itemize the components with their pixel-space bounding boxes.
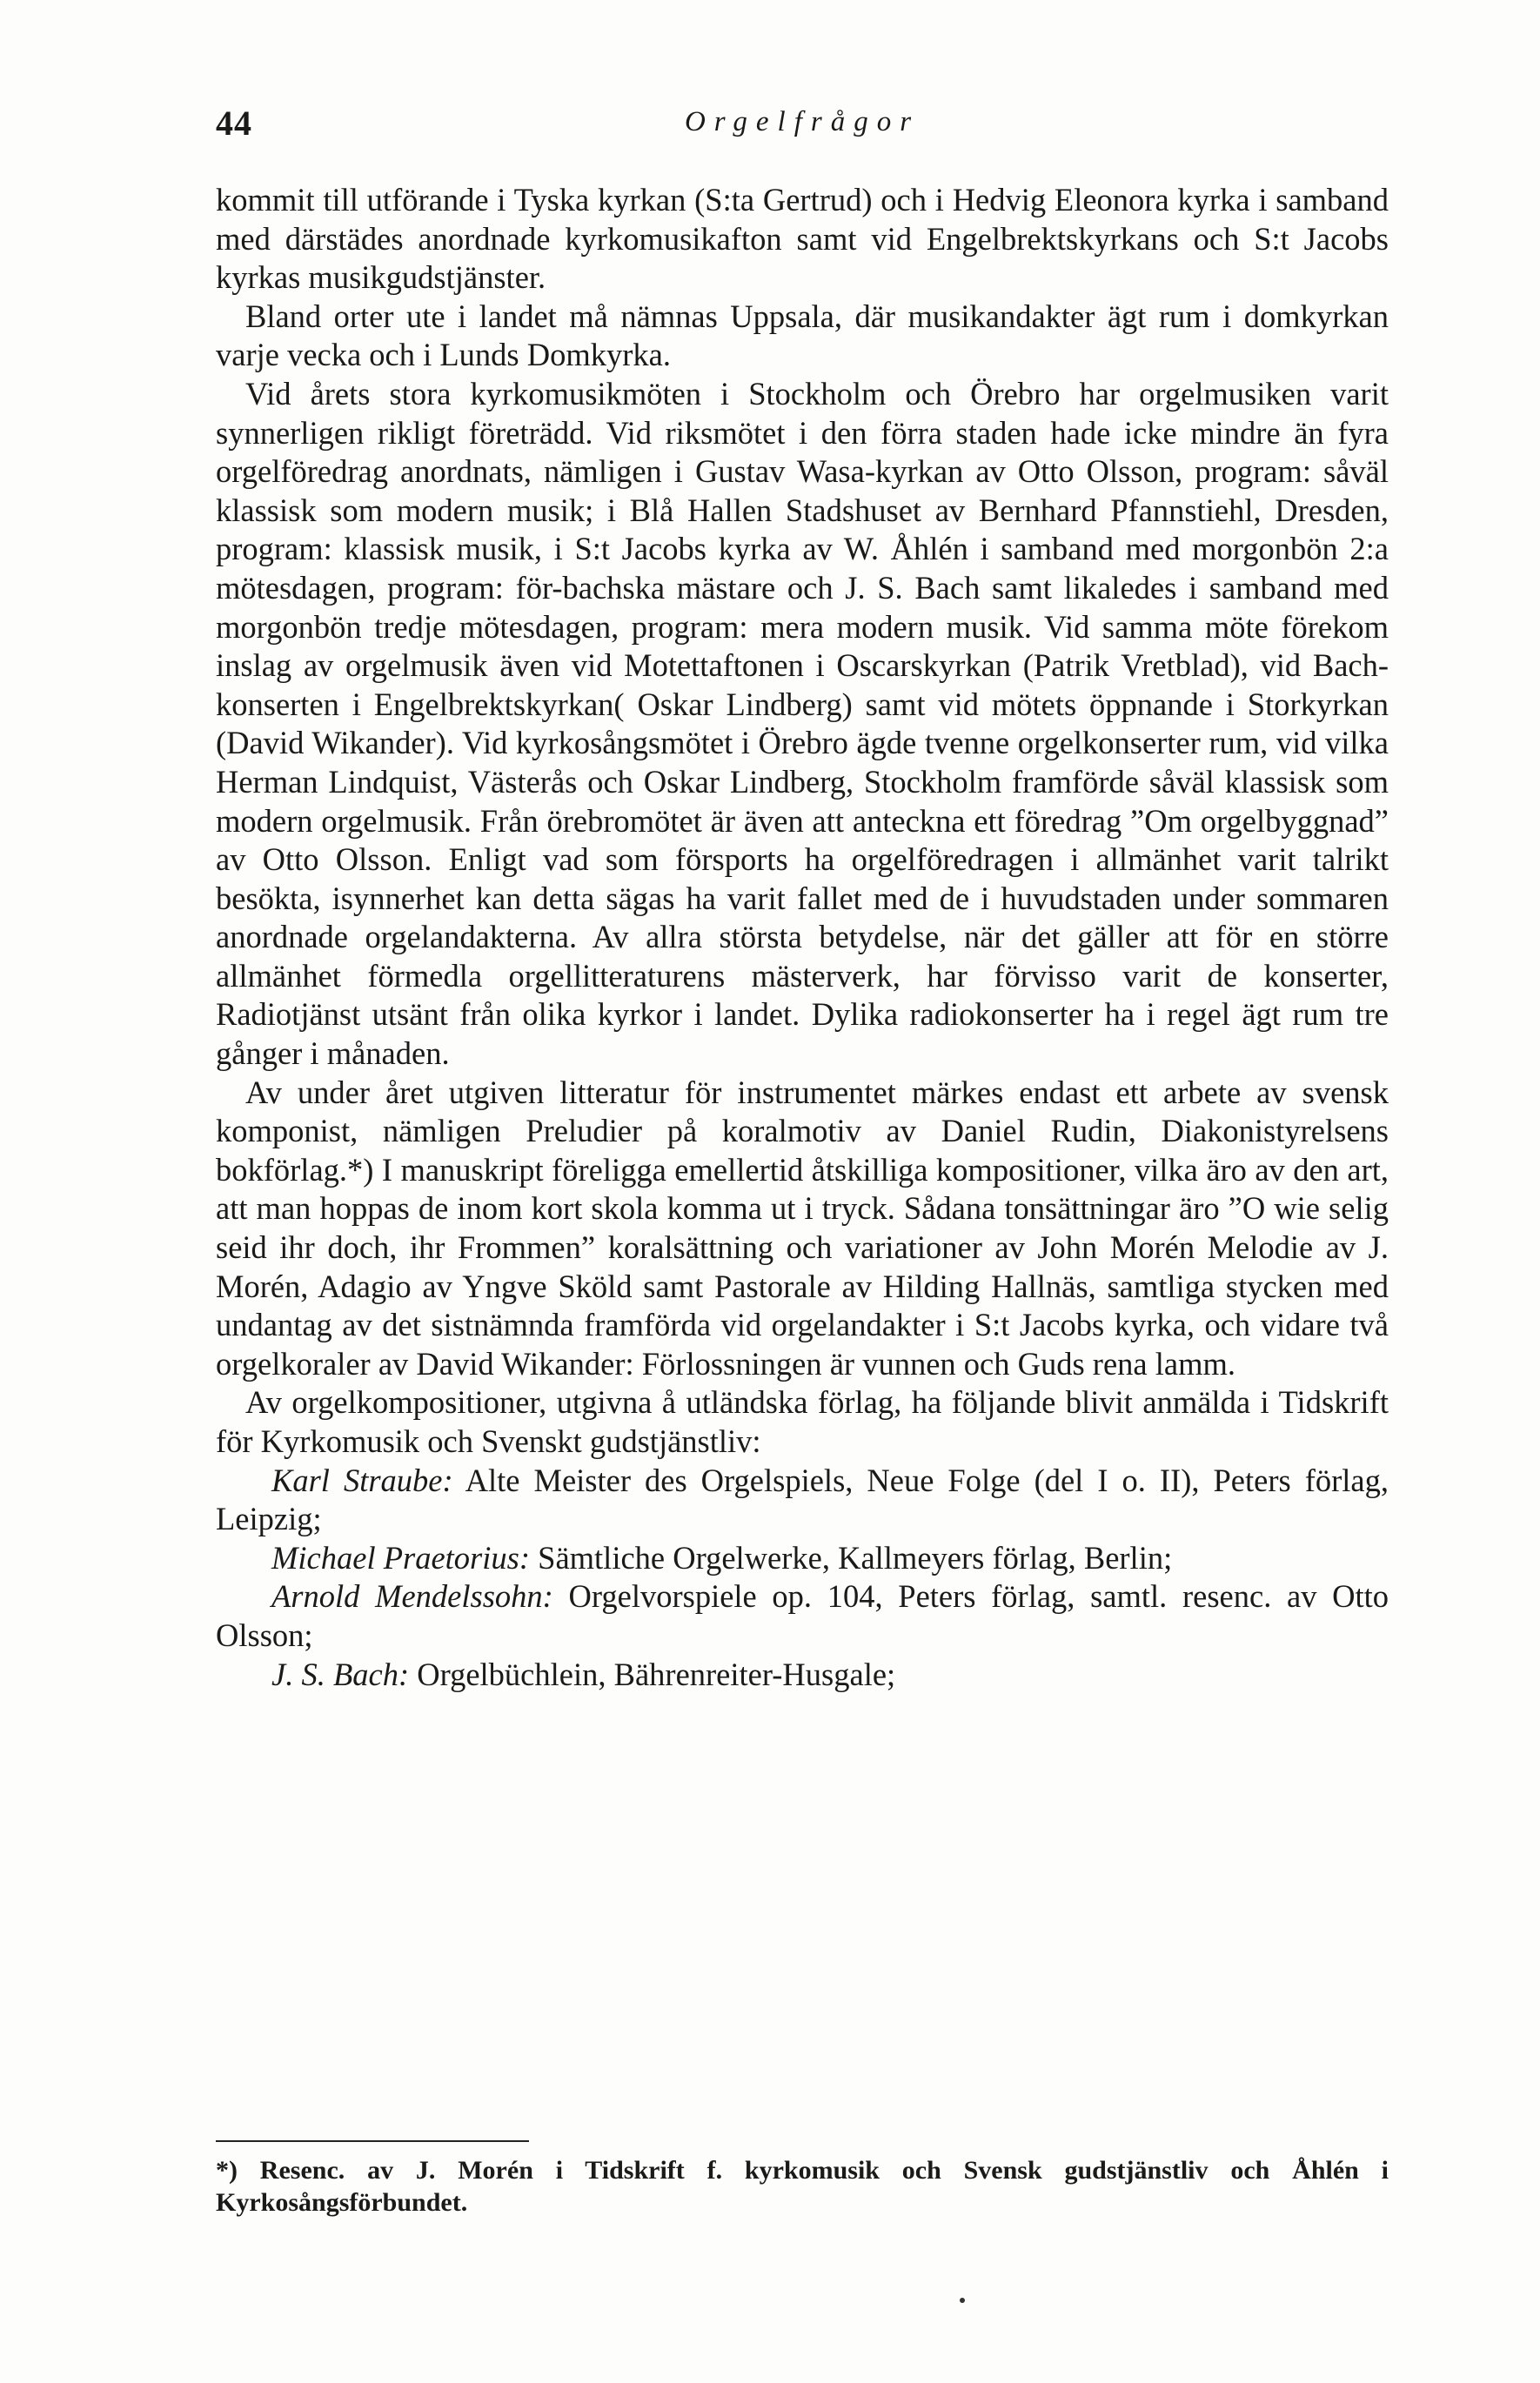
reference-item xyxy=(216,1577,1389,1655)
paragraph-local-venues: Bland orter ute i landet må nämnas Uppsala, där musikandakter ägt rum i domkyrkan varje vecka och i Lunds Domkyrka. xyxy=(216,298,1389,373)
paragraph-church-music-meetings: Vid årets stora kyrkomusikmöten i Stockholm och Örebro har orgelmusiken varit synnerligen rikligt företrädd. Vid riksmötet i den förra staden hade icke mindre än fyra orgelföredrag anordnats, nämligen i Gustav Wasa-kyrkan av Otto Olsson, program: såväl klassisk som modern musik; i Blå Hallen Stadshuset av Bernhard Pfannstiehl, Dresden, program: klassisk musik, i S:t Jacobs kyrka av W. Åhlén i samband med morgonbön 2:a mötesdagen, program: för-bachska mästare och J. S. Bach samt likaledes i samband med morgonbön tredje mötesdagen, program: mera modern musik. Vid samma möte förekom inslag av orgelmusik även vid Motettaftonen i Oscarskyrkan (Patrik Vretblad), vid Bach-konserten i Engelbrektskyrkan( Oskar Lindberg) samt vid mötets öppnande i Storkyrkan (David Wikander). Vid kyrkosångsmötet i Örebro ägde tvenne orgelkonserter rum, vid vilka Herman Lindquist, Västerås och Oskar Lindberg, Stockholm framförde såväl klassisk som modern orgelmusik. Från örebromötet är även att anteckna ett föredrag ”Om orgelbyggnad” av Otto Olsson. Enligt vad som försports ha orgelföredragen i allmänhet varit talrikt besökta, isynnerhet kan detta sägas ha varit fallet med de i huvudstaden under sommaren anordnade orgelandakterna. Av allra största betydelse, när det gäller att för en större allmänhet förmedla orgellitteraturens mästerverk, har förvisso varit de konserter, Radiotjänst utsänt från olika kyrkor i landet. Dylika radiokonserter ha i regel ägt rum tre gånger i månaden. xyxy=(216,375,1389,1072)
reference-title: Sämtliche Orgelwerke, Kallmeyers förlag, Berlin; xyxy=(538,1539,1173,1576)
running-title: Orgelfrågor xyxy=(684,106,921,137)
paragraph-continuation: kommit till utförande i Tyska kyrkan (S:ta Gertrud) och i Hedvig Eleonora kyrka i samband med därstädes anordnade kyrkomusikafton samt vid Engelbrektskyrkans och S:t Jacobs kyrkas musikgudstjänster. xyxy=(216,182,1389,296)
reference-title: Orgelbüchlein, Bährenreiter-Husgale; xyxy=(417,1656,896,1692)
reference-item xyxy=(216,1656,1389,1695)
reference-author: Michael Praetorius: xyxy=(271,1539,531,1576)
paragraph-foreign-compositions: Av orgelkompositioner, utgivna å utländska förlag, ha följande blivit anmälda i Tidskrift för Kyrkomusik och Svenskt gudstjänstliv: xyxy=(216,1384,1389,1459)
paragraph-literature: Av under året utgiven litteratur för instrumentet märkes endast ett arbete av svensk komponist, nämligen Preludier på koralmotiv av Daniel Rudin, Diakonistyrelsens bokförlag.*) I manuskript föreligga emellertid åtskilliga kompositioner, vilka äro av den art, att man hoppas de inom kort skola komma ut i tryck. Sådana tonsättningar äro ”O wie selig seid ihr doch, ihr Frommen” koralsättning och variationer av John Morén Melodie av J. Morén, Adagio av Yngve Sköld samt Pastorale av Hilding Hallnäs, samtliga stycken med undantag av det sistnämnda framförda vid orgelandakter i S:t Jacobs kyrka, och vidare två orgelkoraler av David Wikander: Förlossningen är vunnen och Guds rena lamm. xyxy=(216,1074,1389,1382)
reference-title: Alte Meister des Orgelspiels, Neue Folge (del I o. II), Peters förlag, Leipzig; xyxy=(216,1462,1389,1537)
reference-item xyxy=(216,1539,1389,1578)
reference-item xyxy=(216,1462,1389,1539)
page-header xyxy=(216,103,1389,155)
print-speck xyxy=(960,2298,965,2303)
reference-author: J. S. Bach: xyxy=(271,1656,410,1692)
reference-title: Orgelvorspiele op. 104, Peters förlag, samtl. resenc. av Otto Olsson; xyxy=(216,1578,1389,1653)
page-number: 44 xyxy=(216,104,252,143)
reference-author: Karl Straube: xyxy=(271,1462,453,1498)
footnote: *) Resenc. av J. Morén i Tidskrift f. kyrkomusik och Svensk gudstjänstliv och Åhlén i Kyrkosångsförbundet. xyxy=(216,2156,1389,2217)
body-text xyxy=(216,181,1389,1694)
reference-author: Arnold Mendelssohn: xyxy=(271,1578,553,1615)
footnote-divider xyxy=(216,2140,529,2142)
